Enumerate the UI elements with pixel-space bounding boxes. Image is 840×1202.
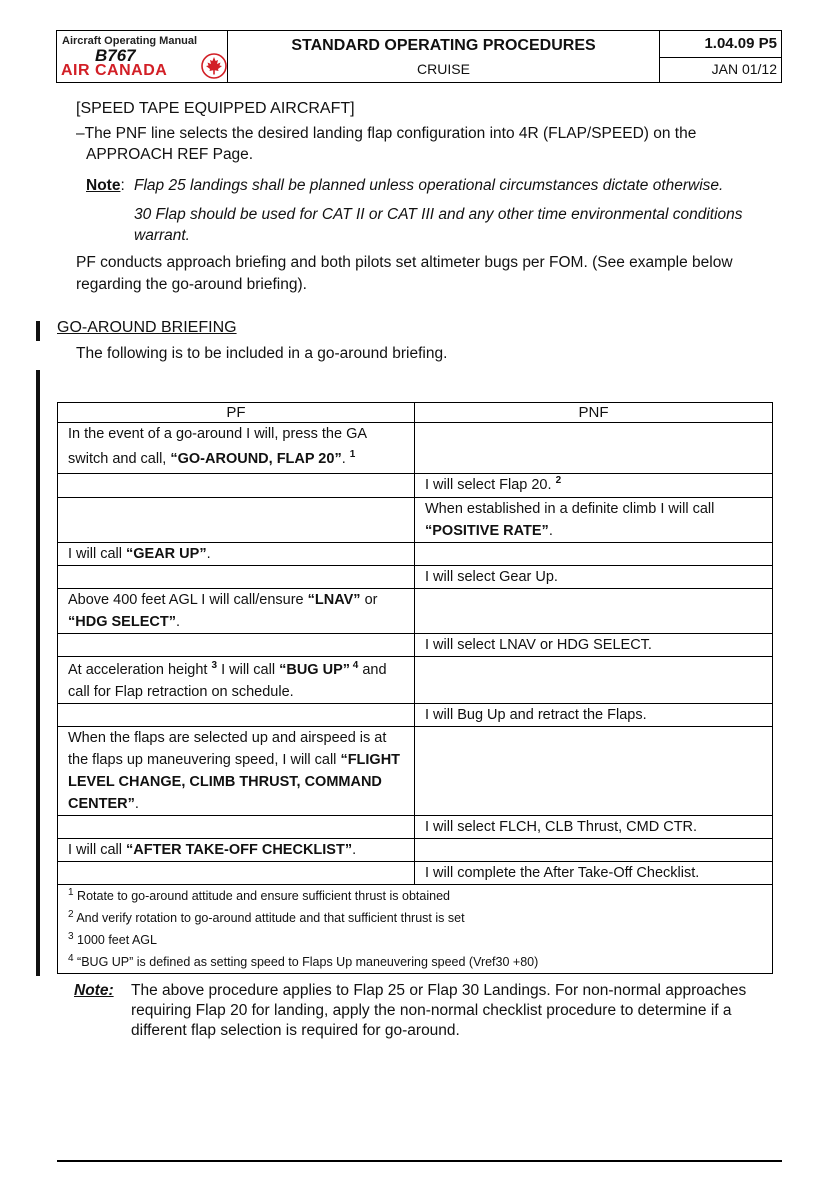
cell-text: I will select Gear Up. xyxy=(425,569,558,585)
pf-cell xyxy=(58,589,415,634)
cell-text: I will call xyxy=(68,842,127,858)
footnote-ref: 3 xyxy=(211,660,218,671)
footnote-ref: 2 xyxy=(555,475,562,486)
goaround-heading: GO-AROUND BRIEFING xyxy=(57,319,237,336)
callout: “FLIGHT xyxy=(340,752,401,768)
pnf-cell xyxy=(415,816,773,839)
bottom-note-line-3: different flap selection is required for go-around. xyxy=(131,1022,460,1039)
table-row xyxy=(58,589,773,634)
pnf-cell xyxy=(415,543,773,566)
table-header-row xyxy=(58,403,773,423)
cell-text: or xyxy=(360,592,378,608)
table-row xyxy=(58,543,773,566)
cell-text: call for Flap retraction on schedule. xyxy=(68,684,294,700)
callout: “GO-AROUND, FLAP 20” xyxy=(170,451,342,467)
goaround-table xyxy=(57,402,773,974)
cell-text: Above 400 feet AGL I will call/ensure xyxy=(68,592,308,608)
footnote-text: 1000 feet AGL xyxy=(73,933,157,947)
cell-text: and xyxy=(358,662,387,678)
footnote-number: 2 xyxy=(68,909,74,920)
cell-text: I will call xyxy=(217,662,280,678)
footnote-number: 3 xyxy=(68,931,74,942)
page-subtitle: CRUISE xyxy=(417,61,470,77)
pf-cell xyxy=(58,423,415,474)
note-label: Note xyxy=(86,177,121,194)
cell-text: the flaps up maneuvering speed, I will call xyxy=(68,752,341,768)
pnf-cell xyxy=(415,566,773,589)
footnote-2 xyxy=(68,907,762,929)
pnf-cell xyxy=(415,498,773,543)
bottom-note-line-1: The above procedure applies to Flap 25 or Flap 30 Landings. For non-normal approaches xyxy=(131,982,747,999)
pnf-cell xyxy=(415,839,773,862)
pnf-cell xyxy=(415,474,773,498)
pf-cell xyxy=(58,839,415,862)
footnote-4 xyxy=(68,951,762,973)
footnote-text: “BUG UP” is defined as setting speed to Flaps Up maneuvering speed (Vref30 +80) xyxy=(73,955,539,969)
cell-text: . xyxy=(206,546,211,562)
pnf-cell xyxy=(415,423,773,474)
pnf-cell xyxy=(415,589,773,634)
table-row xyxy=(58,657,773,704)
note-line-2: 30 Flap should be used for CAT II or CAT III and any other time environmental conditions xyxy=(134,206,743,223)
header-title-box xyxy=(227,30,660,83)
callout: “LNAV” xyxy=(307,592,361,608)
callout: “GEAR UP” xyxy=(126,546,207,562)
table-row xyxy=(58,816,773,839)
cell-text: I will select FLCH, CLB Thrust, CMD CTR. xyxy=(425,819,698,835)
header-ref-box xyxy=(659,30,782,83)
pf-cell xyxy=(58,862,415,885)
aircraft-type: B767 xyxy=(95,46,136,65)
pf-cell xyxy=(58,704,415,727)
table-row xyxy=(58,839,773,862)
col-pf-header: PF xyxy=(58,403,415,423)
pnf-cell xyxy=(415,657,773,704)
note-line-3: warrant. xyxy=(134,227,190,244)
footnote-number: 4 xyxy=(68,953,74,964)
footnote-ref: 4 xyxy=(350,660,359,671)
table-row xyxy=(58,498,773,543)
revision-date: JAN 01/12 xyxy=(711,61,777,77)
cell-text: . xyxy=(175,614,180,630)
table-row xyxy=(58,862,773,885)
pnf-cell xyxy=(415,634,773,657)
callout: “POSITIVE RATE” xyxy=(425,523,549,539)
table-row xyxy=(58,727,773,816)
bottom-note-label: Note: xyxy=(74,982,114,999)
footnotes-cell xyxy=(58,885,773,974)
maple-leaf-icon xyxy=(201,53,227,79)
footnote-3 xyxy=(68,929,762,951)
note-colon: : xyxy=(120,177,125,194)
cell-text: In the event of a go-around I will, press the GA xyxy=(68,426,368,442)
table-row xyxy=(58,474,773,498)
footnote-1 xyxy=(68,885,762,907)
page-title: STANDARD OPERATING PROCEDURES xyxy=(291,37,596,54)
callout: “AFTER TAKE-OFF CHECKLIST” xyxy=(126,842,353,858)
manual-label: Aircraft Operating Manual xyxy=(62,35,198,47)
cell-text: When the flaps are selected up and airspeed is at xyxy=(68,730,387,746)
bottom-note-line-2: requiring Flap 20 for landing, apply the non-normal checklist procedure to determine if a xyxy=(131,1002,732,1019)
pf-cell xyxy=(58,543,415,566)
cell-text: I will select Flap 20. xyxy=(425,477,556,493)
pf-cell xyxy=(58,498,415,543)
callout: “BUG UP” xyxy=(279,662,350,678)
speed-tape-heading: [SPEED TAPE EQUIPPED AIRCRAFT] xyxy=(76,100,355,117)
pnf-cell xyxy=(415,727,773,816)
airline-name: AIR CANADA xyxy=(61,62,168,79)
footnotes-row xyxy=(58,885,773,974)
cell-text: I will select LNAV or HDG SELECT. xyxy=(425,637,652,653)
cell-text: I will call xyxy=(68,546,127,562)
pnf-cell xyxy=(415,704,773,727)
pnf-cell xyxy=(415,862,773,885)
table-row xyxy=(58,704,773,727)
table-row xyxy=(58,566,773,589)
table-row xyxy=(58,423,773,474)
cell-text: When established in a definite climb I will call xyxy=(425,501,715,517)
note-line-1: Flap 25 landings shall be planned unless operational circumstances dictate otherwise. xyxy=(134,177,724,194)
revision-bar-table xyxy=(36,370,40,976)
footnote-ref: 1 xyxy=(349,449,356,460)
cell-text: At acceleration height xyxy=(68,662,212,678)
note-block xyxy=(86,175,125,197)
pf-cell xyxy=(58,634,415,657)
cell-text: . xyxy=(341,451,350,467)
cell-text: . xyxy=(134,796,139,812)
goaround-intro: The following is to be included in a go-around briefing. xyxy=(76,345,448,362)
bullet-line-2: APPROACH REF Page. xyxy=(86,146,254,163)
footnote-text: And verify rotation to go-around attitude and that sufficient thrust is set xyxy=(73,911,465,925)
pf-cell xyxy=(58,657,415,704)
pf-briefing-line-2: regarding the go-around briefing). xyxy=(76,276,307,293)
footnote-text: Rotate to go-around attitude and ensure sufficient thrust is obtained xyxy=(73,889,450,903)
pf-cell xyxy=(58,566,415,589)
header-logo-box xyxy=(56,30,228,83)
cell-text: I will Bug Up and retract the Flaps. xyxy=(425,707,647,723)
pf-cell xyxy=(58,474,415,498)
cell-text: switch and call, xyxy=(68,451,171,467)
pf-cell xyxy=(58,816,415,839)
cell-text: . xyxy=(352,842,357,858)
callout: CENTER” xyxy=(68,796,135,812)
revision-bar xyxy=(36,321,40,341)
pf-briefing-line-1: PF conducts approach briefing and both pilots set altimeter bugs per FOM. (See example below xyxy=(76,254,733,271)
callout: LEVEL CHANGE, CLIMB THRUST, COMMAND xyxy=(68,774,382,790)
table-row xyxy=(58,634,773,657)
footnote-number: 1 xyxy=(68,887,74,898)
cell-text: I will complete the After Take-Off Checklist. xyxy=(425,865,700,881)
callout: “HDG SELECT” xyxy=(68,614,176,630)
footer-rule xyxy=(57,1160,782,1162)
pf-cell xyxy=(58,727,415,816)
bullet-line-1: –The PNF line selects the desired landing flap configuration into 4R (FLAP/SPEED) on the xyxy=(76,125,697,142)
col-pnf-header: PNF xyxy=(415,403,773,423)
cell-text: . xyxy=(548,523,553,539)
page-reference: 1.04.09 P5 xyxy=(660,31,781,58)
